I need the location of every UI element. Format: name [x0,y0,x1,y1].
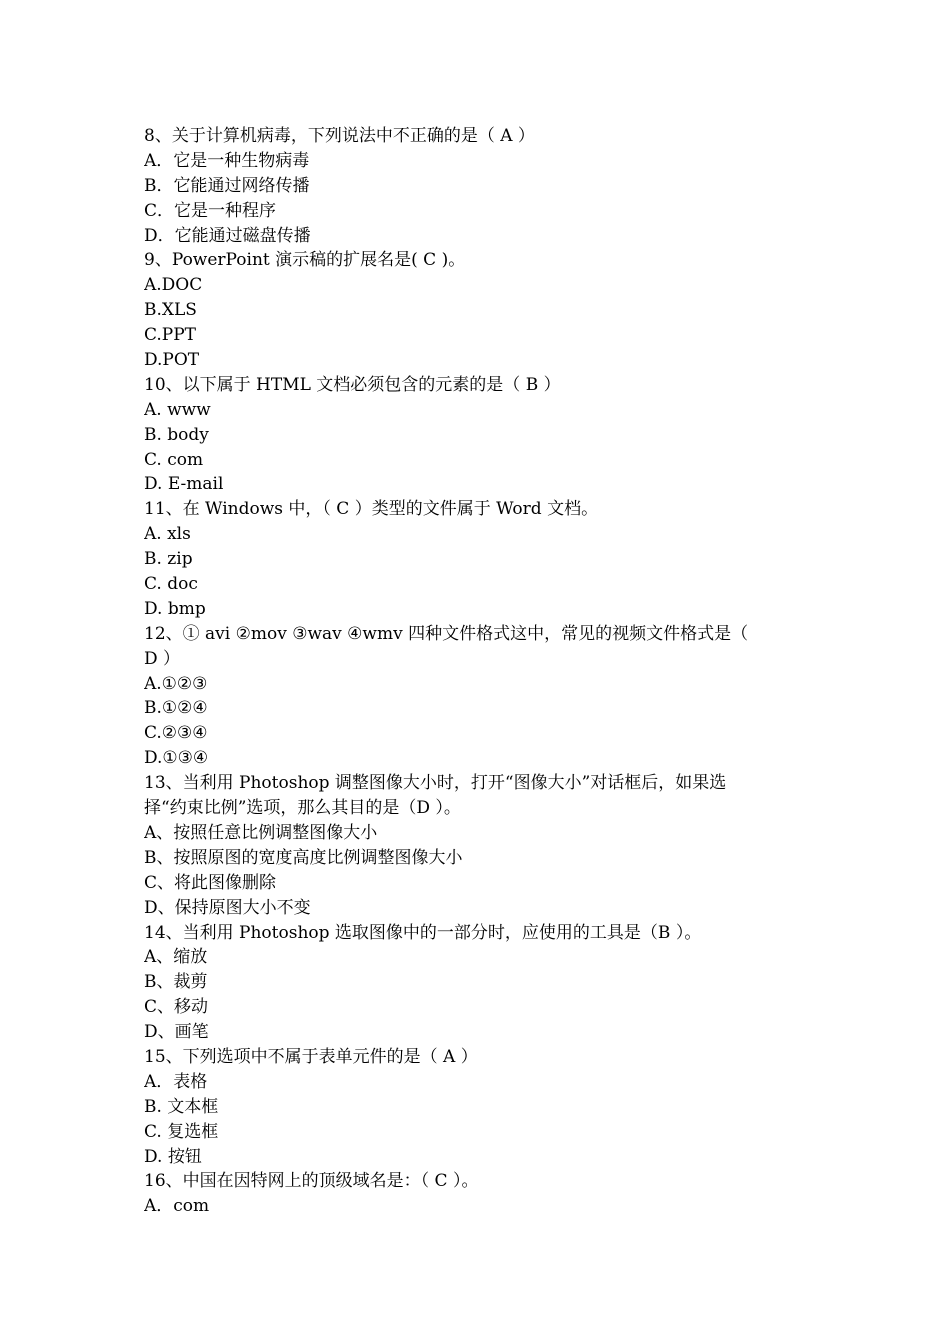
q15-option-c: C. 复选框 [144,1121,219,1142]
q8-option-c: C．它是一种程序 [144,200,277,221]
q8-option-a: A．它是一种生物病毒 [144,150,310,171]
q13-option-b: B、按照原图的宽度高度比例调整图像大小 [144,847,463,868]
q11-option-b: B. zip [144,549,193,570]
q10-option-a: A. www [144,399,211,420]
question-10: 10、以下属于 HTML 文档必须包含的元素的是（ B ） [144,374,561,395]
q8-option-b: B．它能通过网络传播 [144,175,310,196]
question-13: 13、当利用 Photoshop 调整图像大小时，打开“图像大小”对话框后，如果选 [144,773,727,794]
q11-option-d: D. bmp [144,598,206,619]
q14-option-c: C、移动 [144,997,209,1018]
question-12: 12、① avi ②mov ③wav ④wmv 四种文件格式这中，常见的视频文件格式是（ [144,623,749,644]
question-11: 11、在 Windows 中，（ C ）类型的文件属于 Word 文档。 [144,499,599,520]
q12-option-b: B.①②④ [144,698,208,719]
q14-option-d: D、画笔 [144,1022,209,1043]
q9-option-a: A.DOC [144,275,203,296]
q14-option-a: A、缩放 [144,947,208,968]
question-9: 9、PowerPoint 演示稿的扩展名是( C )。 [144,250,466,271]
question-8: 8、关于计算机病毒，下列说法中不正确的是（ A ） [144,126,535,146]
q12-option-d: D.①③④ [144,748,209,769]
q15-option-b: B. 文本框 [144,1096,219,1117]
q14-option-b: B、裁剪 [144,972,208,993]
q13-option-a: A、按照任意比例调整图像大小 [144,822,378,843]
q11-option-c: C. doc [144,574,198,595]
question-14: 14、当利用 Photoshop 选取图像中的一部分时，应使用的工具是（B ）。 [144,922,702,943]
q9-option-d: D.POT [144,350,200,371]
q15-option-a: A．表格 [144,1071,208,1092]
question-13-continued: 择“约束比例”选项，那么其目的是（D ）。 [144,798,461,819]
q12-option-c: C.②③④ [144,723,208,744]
question-16: 16、中国在因特网上的顶级域名是：（ C ）。 [144,1171,479,1192]
q10-option-b: B. body [144,424,209,445]
q8-option-d: D．它能通过磁盘传播 [144,225,311,246]
q13-option-d: D、保持原图大小不变 [144,897,311,918]
q10-option-c: C. com [144,449,204,470]
q11-option-a: A. xls [144,524,191,545]
q13-option-c: C、将此图像删除 [144,872,277,893]
q12-option-a: A.①②③ [144,673,208,694]
question-12-continued: D ） [144,648,181,669]
document-page [144,124,824,1219]
q16-option-a: A．com [144,1196,210,1217]
q9-option-b: B.XLS [144,300,197,321]
q15-option-d: D. 按钮 [144,1146,202,1167]
q10-option-d: D. E-mail [144,474,224,495]
q9-option-c: C.PPT [144,325,197,346]
question-15: 15、下列选项中不属于表单元件的是（ A ） [144,1046,478,1067]
